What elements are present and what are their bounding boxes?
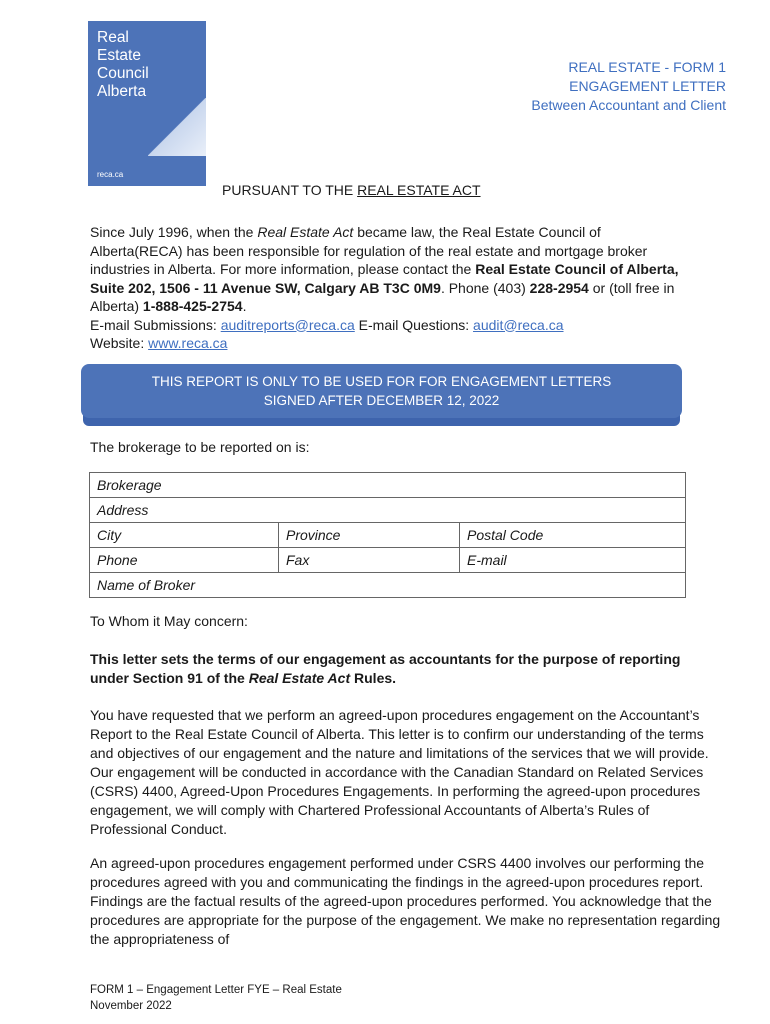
logo-url: reca.ca bbox=[97, 170, 124, 179]
header-line: Between Accountant and Client bbox=[531, 97, 726, 113]
reca-tollfree: 1-888-425-2754 bbox=[142, 298, 243, 314]
footer-line: November 2022 bbox=[90, 1000, 172, 1012]
brokerage-label: The brokerage to be reported on is: bbox=[90, 439, 310, 455]
website-link[interactable]: www.reca.ca bbox=[148, 335, 228, 351]
reca-logo bbox=[88, 21, 206, 186]
brokerage-form-table bbox=[89, 472, 686, 598]
banner-line: THIS REPORT IS ONLY TO BE USED FOR FOR ENGAGEMENT LETTERS bbox=[151, 374, 612, 389]
intro-text: Since July 1996, when the bbox=[90, 224, 258, 240]
intro-text: . bbox=[242, 298, 247, 314]
banner-line: SIGNED AFTER DECEMBER 12, 2022 bbox=[263, 393, 500, 408]
logo-line: Real bbox=[97, 29, 129, 46]
page-fold-graphic bbox=[148, 98, 206, 156]
email-questions-link[interactable]: audit@reca.ca bbox=[473, 316, 564, 333]
address-field[interactable]: Address bbox=[90, 498, 686, 523]
email-submissions-label: E-mail Submissions: bbox=[90, 316, 221, 333]
pursuant-prefix: PURSUANT TO THE bbox=[222, 182, 358, 198]
email-submissions-link[interactable]: auditreports@reca.ca bbox=[220, 316, 355, 333]
header-line: REAL ESTATE - FORM 1 bbox=[568, 59, 726, 75]
fax-field[interactable]: Fax bbox=[279, 548, 460, 573]
reca-address: Real Estate Council of Alberta, Suite 202, 1506 - 11 Avenue SW, Calgary AB T3C 0M9 bbox=[90, 261, 679, 296]
logo-line: Alberta bbox=[97, 83, 147, 100]
pursuant-act: REAL ESTATE ACT bbox=[357, 182, 481, 198]
intro-paragraph bbox=[90, 223, 690, 353]
terms-text: Rules. bbox=[350, 670, 397, 686]
province-field[interactable]: Province bbox=[279, 523, 460, 548]
body-paragraph: An agreed-upon procedures engagement performed under CSRS 4400 involves our performing the procedures agreed with you and communicating the findings in the agreed-upon procedures report. Findings are the factual results of the agreed-upon procedures performed. You acknowledge that the procedures are appropriate for the purpose of the engagement. We make no representation regarding the appropriateness of bbox=[90, 855, 721, 947]
logo-text bbox=[97, 29, 149, 101]
notice-banner bbox=[81, 364, 682, 418]
logo-line: Council bbox=[97, 65, 149, 82]
email-field[interactable]: E-mail bbox=[460, 548, 686, 573]
terms-statement bbox=[90, 650, 690, 688]
intro-text: . Phone (403) bbox=[440, 279, 530, 296]
logo-line: Estate bbox=[97, 47, 141, 64]
website-label: Website: bbox=[90, 335, 149, 351]
form-header bbox=[531, 58, 726, 115]
intro-text: became law, the Real Estate Council of Alberta(RECA) has been responsible for regulation of the real estate and mortgage broker industries in Alberta. For more information, please contact the bbox=[90, 224, 648, 277]
page-footer bbox=[90, 982, 342, 1014]
header-line: ENGAGEMENT LETTER bbox=[569, 78, 726, 94]
footer-line: FORM 1 – Engagement Letter FYE – Real Estate bbox=[90, 984, 342, 996]
broker-name-field[interactable]: Name of Broker bbox=[90, 573, 686, 598]
intro-act: Real Estate Act bbox=[257, 224, 354, 240]
terms-act: Real Estate Act bbox=[248, 670, 351, 686]
pursuant-heading bbox=[222, 182, 481, 198]
email-questions-label: E-mail Questions: bbox=[354, 316, 474, 333]
city-field[interactable]: City bbox=[90, 523, 279, 548]
reca-phone: 228-2954 bbox=[529, 279, 589, 296]
phone-field[interactable]: Phone bbox=[90, 548, 279, 573]
intro-text: or (toll free in Alberta) bbox=[90, 279, 675, 314]
salutation: To Whom it May concern: bbox=[90, 613, 248, 629]
brokerage-field[interactable]: Brokerage bbox=[90, 473, 686, 498]
postal-code-field[interactable]: Postal Code bbox=[460, 523, 686, 548]
body-paragraph: You have requested that we perform an agreed-upon procedures engagement on the Accountant’s Report to the Real Estate Council of Alberta. This letter is to confirm our understanding of the terms and objectives of our engagement and the nature and limitations of the services that we will provide. Our engagement will be conducted in accordance with the Canadian Standard on Related Services (CSRS) 4400, Agreed-Upon Procedures Engagements. In performing the agreed-upon procedures engagement, we will comply with Chartered Professional Accountants of Alberta’s Rules of Professional Conduct. bbox=[90, 707, 709, 837]
terms-text: This letter sets the terms of our engagement as accountants for the purpose of reporting under Section 91 of the bbox=[90, 651, 681, 686]
